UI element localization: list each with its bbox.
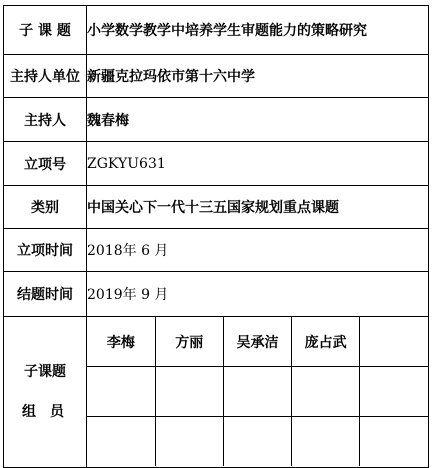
table-row-subtopic bbox=[4, 6, 429, 55]
value-completion-date: 2019年 9 月 bbox=[87, 272, 429, 317]
member-cell-empty bbox=[87, 367, 155, 417]
members-row-empty bbox=[87, 367, 428, 417]
member-5 bbox=[360, 317, 428, 367]
value-approval-date: 2018年 6 月 bbox=[87, 229, 429, 272]
member-cell-empty bbox=[223, 367, 291, 417]
member-1: 李梅 bbox=[87, 317, 155, 367]
label-subtopic-members-line1: 子课题 bbox=[24, 364, 66, 380]
value-subtopic-title: 小学数学教学中培养学生审题能力的策略研究 bbox=[87, 6, 429, 55]
members-grid bbox=[87, 317, 428, 466]
label-subtopic-members-line2: 组员 bbox=[22, 404, 78, 420]
members-row-names bbox=[87, 317, 428, 367]
member-cell-empty bbox=[360, 417, 428, 467]
value-project-number: ZGKYU631 bbox=[87, 142, 429, 186]
member-cell-empty bbox=[155, 417, 223, 467]
member-cell-empty bbox=[292, 417, 360, 467]
member-cell-empty bbox=[223, 417, 291, 467]
member-cell-empty bbox=[360, 367, 428, 417]
table-row-members bbox=[4, 317, 429, 468]
table-row-host bbox=[4, 98, 429, 142]
table-row-project-number bbox=[4, 142, 429, 186]
members-row-empty bbox=[87, 417, 428, 467]
member-cell-empty bbox=[155, 367, 223, 417]
member-cell-empty bbox=[87, 417, 155, 467]
value-host-unit: 新疆克拉玛依市第十六中学 bbox=[87, 55, 429, 98]
table-row-approval-date bbox=[4, 229, 429, 272]
label-subtopic-members bbox=[4, 317, 87, 468]
table-row-completion-date bbox=[4, 272, 429, 317]
value-category: 中国关心下一代十三五国家规划重点课题 bbox=[87, 186, 429, 229]
member-4: 庞占武 bbox=[292, 317, 360, 367]
label-approval-date: 立项时间 bbox=[4, 229, 87, 272]
member-2: 方丽 bbox=[155, 317, 223, 367]
members-grid-cell bbox=[87, 317, 429, 468]
label-host: 主持人 bbox=[4, 98, 87, 142]
member-3: 吴承洁 bbox=[223, 317, 291, 367]
label-category: 类别 bbox=[4, 186, 87, 229]
value-host: 魏春梅 bbox=[87, 98, 429, 142]
table-row-host-unit bbox=[4, 55, 429, 98]
table-row-category bbox=[4, 186, 429, 229]
project-info-table bbox=[3, 5, 429, 468]
label-host-unit: 主持人单位 bbox=[4, 55, 87, 98]
label-completion-date: 结题时间 bbox=[4, 272, 87, 317]
member-cell-empty bbox=[292, 367, 360, 417]
label-project-number: 立项号 bbox=[4, 142, 87, 186]
label-subtopic: 子 课 题 bbox=[4, 6, 87, 55]
